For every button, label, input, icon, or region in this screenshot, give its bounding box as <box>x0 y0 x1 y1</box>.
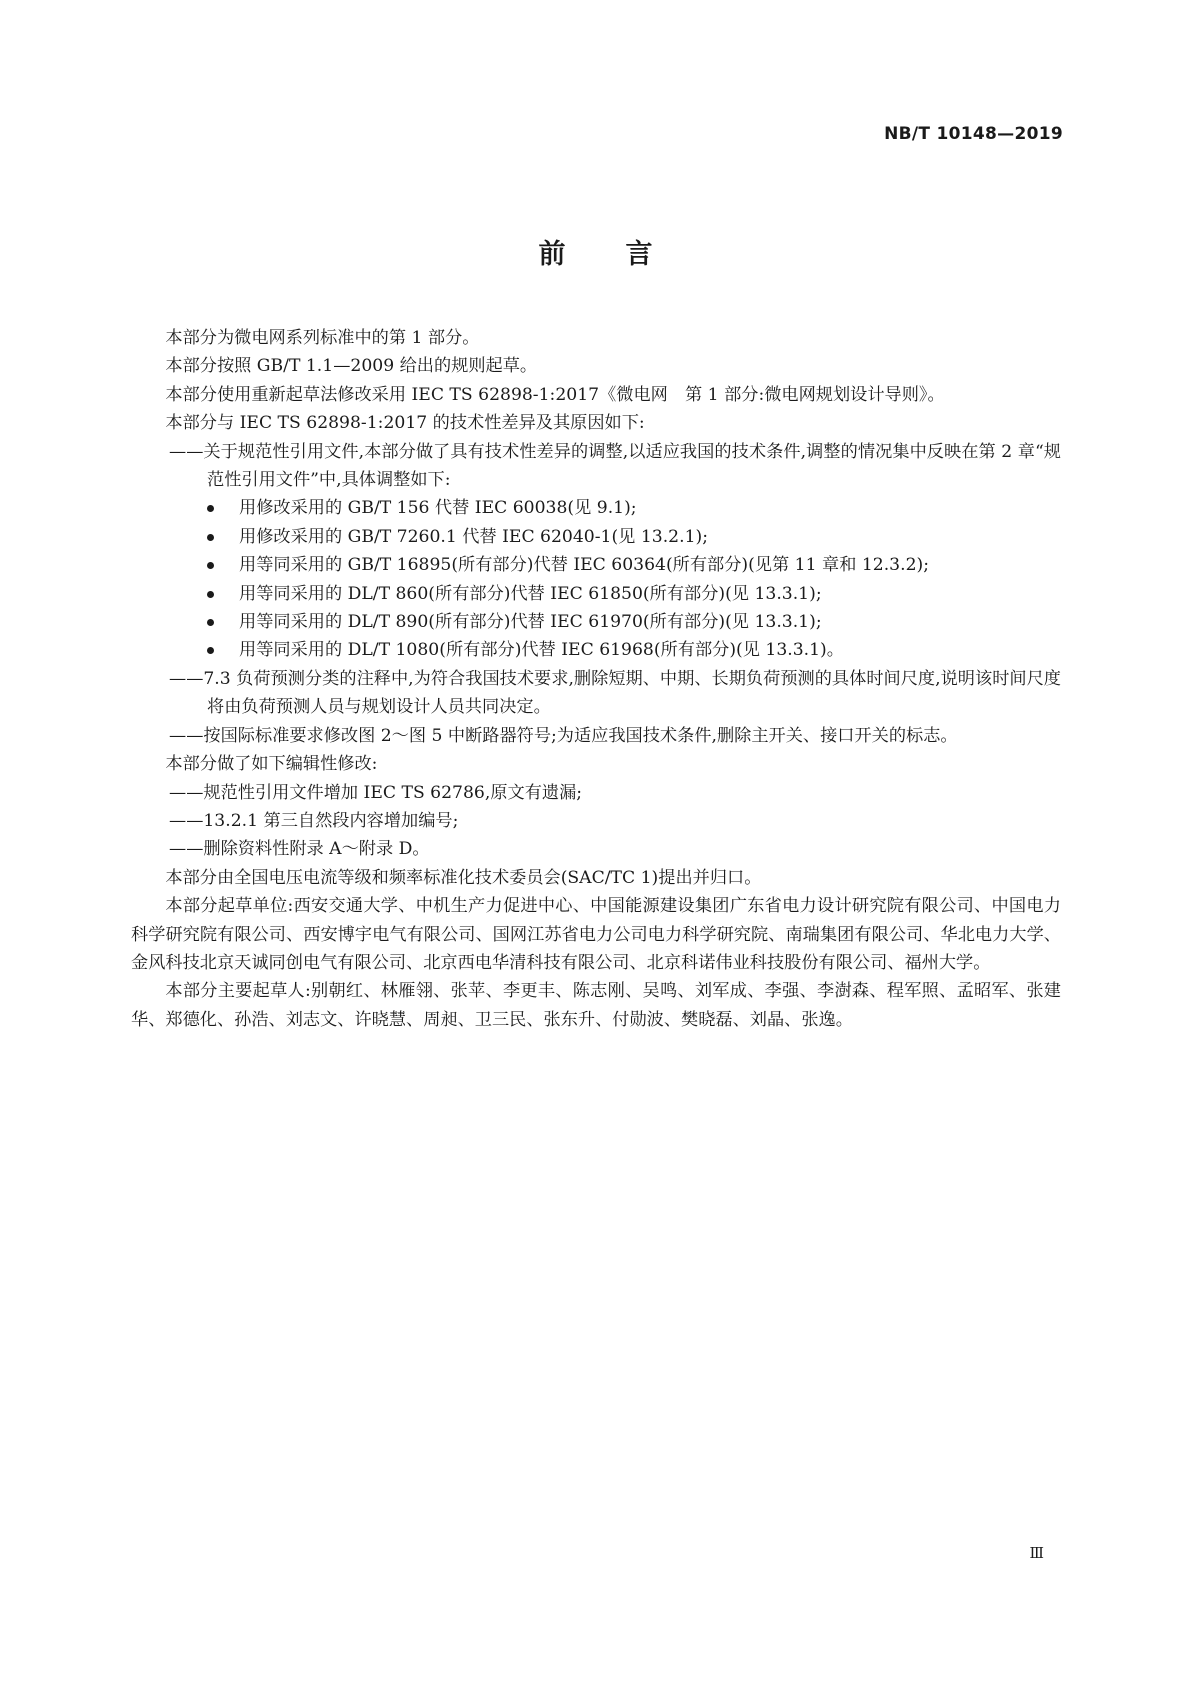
page-number: Ⅲ <box>1029 1544 1044 1562</box>
list-item: 用等同采用的 DL/T 1080(所有部分)代替 IEC 61968(所有部分)(见 13.3.1)。 <box>207 636 1061 664</box>
dash-item-6: ——删除资料性附录 A～附录 D。 <box>169 839 430 860</box>
dash-item-4: ——规范性引用文件增加 IEC TS 62786,原文有遗漏; <box>169 782 583 803</box>
list-item: 用修改采用的 GB/T 156 代替 IEC 60038(见 9.1); <box>207 494 1061 522</box>
list-item: 用等同采用的 DL/T 860(所有部分)代替 IEC 61850(所有部分)(见 13.3.1); <box>207 580 1061 608</box>
dash-item-1: ——关于规范性引用文件,本部分做了具有技术性差异的调整,以适应我国的技术条件,调整的情况集中反映在第 2 章“规范性引用文件”中,具体调整如下: <box>169 441 1061 491</box>
bullet-dot-icon <box>207 562 214 569</box>
dash-item-5: ——13.2.1 第三自然段内容增加编号; <box>169 810 459 831</box>
dash-item-2: ——7.3 负荷预测分类的注释中,为符合我国技术要求,删除短期、中期、长期负荷预测的具体时间尺度,说明该时间尺度将由负荷预测人员与规划设计人员共同决定。 <box>169 668 1061 718</box>
bullet-dot-icon <box>207 505 214 512</box>
paragraph-4: 本部分与 IEC TS 62898-1:2017 的技术性差异及其原因如下: <box>165 413 645 434</box>
bullet-dot-icon <box>207 534 214 541</box>
title-char-2: 言 <box>625 239 653 270</box>
paragraph-5: 本部分做了如下编辑性修改: <box>165 754 378 775</box>
paragraph-3: 本部分使用重新起草法修改采用 IEC TS 62898-1:2017《微电网 第 1 部分:微电网规划设计导则》。 <box>165 384 945 405</box>
list-item: 用修改采用的 GB/T 7260.1 代替 IEC 62040-1(见 13.2.1); <box>207 523 1061 551</box>
dash-item-3: ——按国际标准要求修改图 2～图 5 中断路器符号;为适应我国技术条件,删除主开关、接口开关的标志。 <box>169 725 958 746</box>
paragraph-8: 本部分主要起草人:别朝红、林雁翎、张苹、李更丰、陈志刚、吴鸣、刘军成、李强、李澍森、程军照、孟昭军、张建华、郑德化、孙浩、刘志文、许晓慧、周昶、卫三民、张东升、付勋波、樊晓磊、刘晶、张逸。 <box>131 981 1061 1030</box>
foreword-body <box>131 324 1061 1034</box>
standard-number: NB/T 10148—2019 <box>884 124 1063 144</box>
bullet-dot-icon <box>207 647 214 654</box>
list-item: 用等同采用的 DL/T 890(所有部分)代替 IEC 61970(所有部分)(见 13.3.1); <box>207 608 1061 636</box>
bullet-dot-icon <box>207 591 214 598</box>
bullet-list <box>131 494 1061 664</box>
paragraph-1: 本部分为微电网系列标准中的第 1 部分。 <box>165 328 480 348</box>
bullet-dot-icon <box>207 619 214 626</box>
paragraph-2: 本部分按照 GB/T 1.1—2009 给出的规则起草。 <box>165 356 538 377</box>
list-item: 用等同采用的 GB/T 16895(所有部分)代替 IEC 60364(所有部分)(见第 11 章和 12.3.2); <box>207 551 1061 579</box>
paragraph-7: 本部分起草单位:西安交通大学、中机生产力促进中心、中国能源建设集团广东省电力设计研究院有限公司、中国电力科学研究院有限公司、西安博宇电气有限公司、国网江苏省电力公司电力科学研究院、南瑞集团有限公司、华北电力大学、金风科技北京天诚同创电气有限公司、北京西电华清科技有限公司、北京科诺伟业科技股份有限公司、福州大学。 <box>131 896 1061 973</box>
paragraph-6: 本部分由全国电压电流等级和频率标准化技术委员会(SAC/TC 1)提出并归口。 <box>165 867 762 888</box>
page-title <box>0 232 1191 271</box>
title-char-1: 前 <box>538 239 566 270</box>
